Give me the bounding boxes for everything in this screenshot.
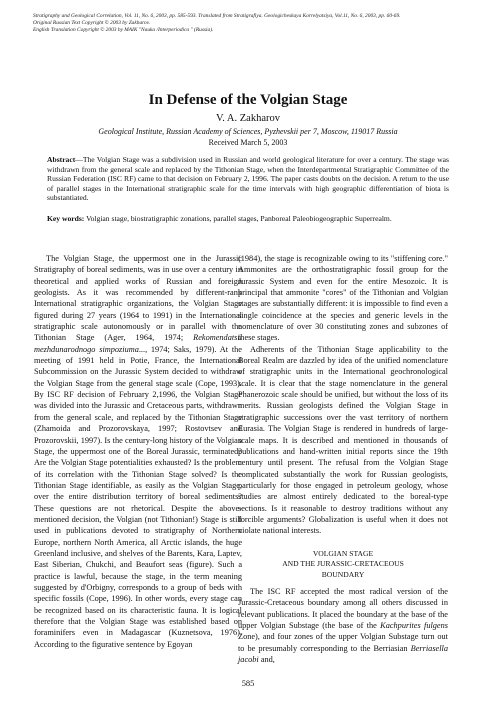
keywords-label: Key words:: [47, 214, 85, 223]
abstract-label: Abstract: [47, 155, 76, 164]
abstract-text: —The Volgian Stage was a subdivision used in Russian and world geological literature for over a century. The stage was withdrawn from the general scale and replaced by the Tithonian Stage, when the Interdepartmental Stratigraphic Committee of the Russian Federation (ISC RF) came to that decision on February 2, 1996. The paper casts doubts on the decision. A return to the use of parallel stages in the International stratigraphic scale for the time intervals with high geographic differentiation of biota is substantiated.: [47, 155, 449, 203]
keywords: [47, 214, 449, 224]
citation-line-1: Stratigraphy and Geological Correlation, Vol. 11, No. 6, 2003, pp. 585-593. Translated from Stratigrafiya. Geologicheskaya Korrelyatsiya, Vol.11, No. 6, 2003, pp. 60-69.: [33, 13, 401, 19]
citation-line-2: Original Russian Text Copyright © 2003 by Zakharov.: [33, 20, 151, 26]
taxon-italic: Kachpurites fulgens: [380, 621, 448, 631]
body-column-right: [238, 253, 448, 666]
paragraph-adherents: Adherents of the Tithonian Stage applicability to the Boreal Realm are dazzled by idea of the unified nomenclature of stratigraphic units in the International geochronological scale. It is clear that the stage nomenclature in the general Phanerozoic scale should be unified, but without the loss of its merits. Russian geologists defined the Volgian Stage in stratigraphic successions over the vast territory of northern Eurasia. The Volgian Stage is rendered in hundreds of large-scale maps. It is described and mentioned in thousands of publications and hand-written initial reports since the 19th century until present. The refusal from the Volgian Stage complicated substantially the work for Russian geologists, particularly for those engaged in petroleum geology, whose studies are almost entirely dedicated to the boreal-type sections. Is it reasonable to destroy traditions without any forcible arguments? Globalization is useful when it does not violate national interests.: [238, 344, 448, 536]
paragraph-text: and,: [258, 655, 275, 665]
article-author: V. A. Zakharov: [216, 113, 280, 124]
paragraph-text: Zone), and four zones of the upper Volgian Substage turn out to be presumably corresponding to the Berriasian: [238, 632, 448, 653]
received-date: Received March 5, 2003: [208, 138, 288, 147]
taxon-italic: Berriasella jacobi: [238, 643, 448, 665]
abstract: [47, 155, 449, 203]
paragraph-text: ..., 1974; Saks, 1979). At the meeting of 1991 held in Potie, France, the International Subcommission on the Jurassic System decided to withdraw the Volgian Stage from the general stage scale (Cope, 1993). By ISC RF decision of February 2,1996, the Volgian Stage was divided into the Jurassic and Cretaceous parts, withdrawn from the general scale, and replaced by the Tithonian Stage (Zhamoida and Prozorovskaya, 1997; Rostovtsev and Prozorovskii, 1997). Is the century-long history of the Volgian Stage, the uppermost one of the Boreal Jurassic, terminated? Are the Volgian Stage potentialities exhausted? Is the problem of its correlation with the Tithonian Stage solved? Is the Tithonian Stage identifiable, as easily as the Volgian Stage, over the entire distribution territory of boreal sediments? These questions are not rhetorical. Despite the above-mentioned decision, the Volgian (not Tithonian!) Stage is still used in publications devoted to stratigraphy of Northern Europe, northern North America, all Arctic islands, the huge Greenland inclusive, and shelves of the Barents, Kara, Laptev, East Siberian, Chukchi, and Beaufort seas (figure). Such a practice is lawful, because the stage, in the term meaning suggested by d'Orbigny, corresponds to a group of beds with specific fossils (Cope, 1996). In other words, every stage can be recognized based on its characteristic fauna. It is logical therefore that the Volgian Stage was established based on foraminifers even in Madagascar (Kuznetsova, 1976). According to the figurative sentence by Egoyan: [34, 344, 242, 649]
citation-italic: Rekomendatsii mezhdunarodnogo simpoziuma: [34, 333, 242, 354]
paragraph-text: The ISC RF accepted the most radical version of the Jurassic-Cretaceous boundary among all others discussed in relevant publications. It placed the boundary at the base of the upper Volgian Substage (the base of the: [238, 587, 448, 631]
page-number: 585: [241, 679, 255, 688]
paragraph-intro: [34, 253, 242, 650]
body-column-left: [34, 253, 242, 650]
paragraph-isc-rf: [238, 586, 448, 665]
citation-line-3: English Translation Copyright © 2003 by MAIK "Nauka /Interperiodica " (Russia).: [33, 27, 214, 33]
section-heading: [238, 549, 448, 581]
section-heading-line: VOLGIAN STAGE: [312, 548, 374, 558]
paragraph-text: The Volgian Stage, the uppermost one in the Jurassic Stratigraphy of boreal sediments, was in use over a century in theoretical and applied works of Russian and foreign geologists. As it was recommended by different-rank International stratigraphic organizations, the Volgian Stage figured during 27 years (1964 to 1991) in the International stratigraphic scale autonomously or in parallel with the Tithonian Stage (Ager, 1964, 1974;: [34, 254, 242, 343]
article-title: In Defense of the Volgian Stage: [148, 92, 348, 108]
section-heading-line: BOUNDARY: [321, 569, 365, 579]
author-affiliation: Geological Institute, Russian Academy of Sciences, Pyzhevskii per 7, Moscow, 119017 Russia: [98, 127, 398, 136]
section-heading-line: AND THE JURASSIC-CRETACEOUS: [282, 559, 404, 569]
paragraph-continued: (1984), the stage is recognizable owing to its "stiffening core." Ammonites are the orthostratigraphic fossil group for the Jurassic System and even for the entire Mesozoic. It is principal that ammonite "cores" of the Tithonian and Volgian stages are substantially different: it is impossible to find even a single coincidence at the species and generic levels in the nomenclature of over 30 constituting zones and subzones of these stages.: [238, 254, 448, 343]
citation-header: [33, 13, 473, 34]
keywords-text: Volgian stage, biostratigraphic zonations, parallel stages, Panboreal Paleobiogeographic Superrealm.: [84, 214, 392, 223]
